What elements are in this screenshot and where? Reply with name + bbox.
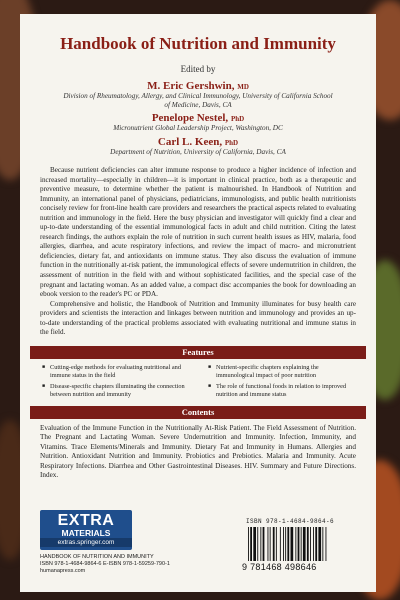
barcode-digits: 9 781468 498646	[242, 562, 317, 572]
features-heading: Features	[30, 346, 366, 359]
feature-item: ■ Nutrient-specific chapters explaining the immunological impact of poor nutrition	[208, 364, 358, 380]
editor-3	[20, 136, 376, 157]
book-title: Handbook of Nutrition and Immunity	[60, 34, 336, 53]
back-cover-panel	[20, 14, 376, 592]
book-description	[40, 166, 356, 338]
editor-1	[20, 80, 376, 110]
imprint-info	[40, 554, 170, 575]
publisher-url: humanapress.com	[40, 568, 86, 574]
contents-heading: Contents	[30, 406, 366, 419]
editor-affiliation: Department of Nutrition, University of California, Davis, CA	[110, 148, 286, 156]
editor-name: Carl L. Keen,	[157, 136, 223, 148]
feature-item: ■ The role of functional foods in relation to improved nutrition and immune status	[208, 383, 358, 399]
imprint-title: HANDBOOK OF NUTRITION AND IMMUNITY	[40, 554, 154, 560]
editor-degree: PhD	[230, 115, 245, 123]
extra-label: EXTRA	[57, 512, 115, 529]
feature-item: ■ Cutting-edge methods for evaluating nutritional and immune status in the field	[42, 364, 192, 380]
editor-name: M. Eric Gershwin,	[147, 80, 235, 92]
edited-by-label: Edited by	[180, 64, 216, 74]
editor-2	[20, 112, 376, 133]
editor-degree: PhD	[224, 139, 239, 147]
editor-name: Penelope Nestel,	[151, 112, 229, 124]
extra-materials-badge	[40, 510, 132, 550]
description-paragraph-2: Comprehensive and holistic, the Handbook of Nutrition and Immunity illuminates for busy health care providers and scientists the interaction and linkages between nutrition and immunology and provides an up-to-date understanding of the practical problems associated with evaluating nutritional and immune status in the field.	[40, 299, 356, 337]
materials-label: MATERIALS	[61, 528, 111, 538]
feature-item: ■ Disease-specific chapters illuminating the connection between nutrition and immunity	[42, 383, 192, 399]
barcode-isbn-label: ISBN 978-1-4684-9864-6	[246, 518, 335, 525]
editor-affiliation: Micronutrient Global Leadership Project, Washington, DC	[113, 124, 283, 132]
imprint-isbn: ISBN 978-1-4684-9864-6 E-ISBN 978-1-59259-790-1	[40, 561, 170, 567]
description-paragraph-1: Because nutrient deficiencies can alter immune response to produce a higher incidence of infection and increased mortality—especially in children—it is important in clinical practice, both as a therapeutic and preventive measure, to determine whether the patient is malnourished. In Handbook of Nutrition and Immunity, an international panel of physicians, pediatricians, immunologists, and public health nutritionists concisely review for front-line health care providers and researchers the practical aspects related to evaluating nutrition and immunology in the field. Here the busy physician and investigator will quickly find a clear and up-to-date understanding of the essential immunological facts in adult and child nutrition. Citing the latest research findings, the authors explain the role of nutrition in such current health issues as HIV, malaria, food allergies, diarrhea, and acute respiratory infections, and review the impact of macro- and micronutrient deficiencies, dietary fat, and antioxidants on immune status. They also discuss the evaluation of immune function in the nutritionally at-risk patient, the immunological effects of severe undernutrition in children, the assessment of nutrition in the field with and without sophisticated facilities, and the special case of the pregnant and lactating woman. As an added value, a compact disc accompanies the book for downloading an ebook version to the reader's PC or PDA.	[40, 166, 356, 299]
editor-degree: MD	[237, 83, 249, 91]
editor-affiliation: Division of Rheumatology, Allergy, and Clinical Immunology, University of California School of Medicine, Davis, CA	[63, 92, 333, 109]
extras-url: extras.springer.com	[40, 538, 132, 547]
barcode-image	[246, 527, 361, 561]
contents-text: Evaluation of the Immune Function in the Nutritionally At-Risk Patient. The Field Assessment of Nutrition. The Pregnant and Lactating Woman. Severe Undernutrition and Immunity. Infection, Immunity, and Vitamins. Trace Elements/Minerals and Immunity. Dietary Fat and Immunity in Humans. Allergies and Nutrition. Antioxidant Nutrition and Immunity. Probiotics and Prebiotics. Malaria and Immunity. Acute Respiratory Infections. Diarrhea and Other Gastrointestinal Diseases. HIV. Summary and Future Directions. Index.	[40, 424, 356, 480]
